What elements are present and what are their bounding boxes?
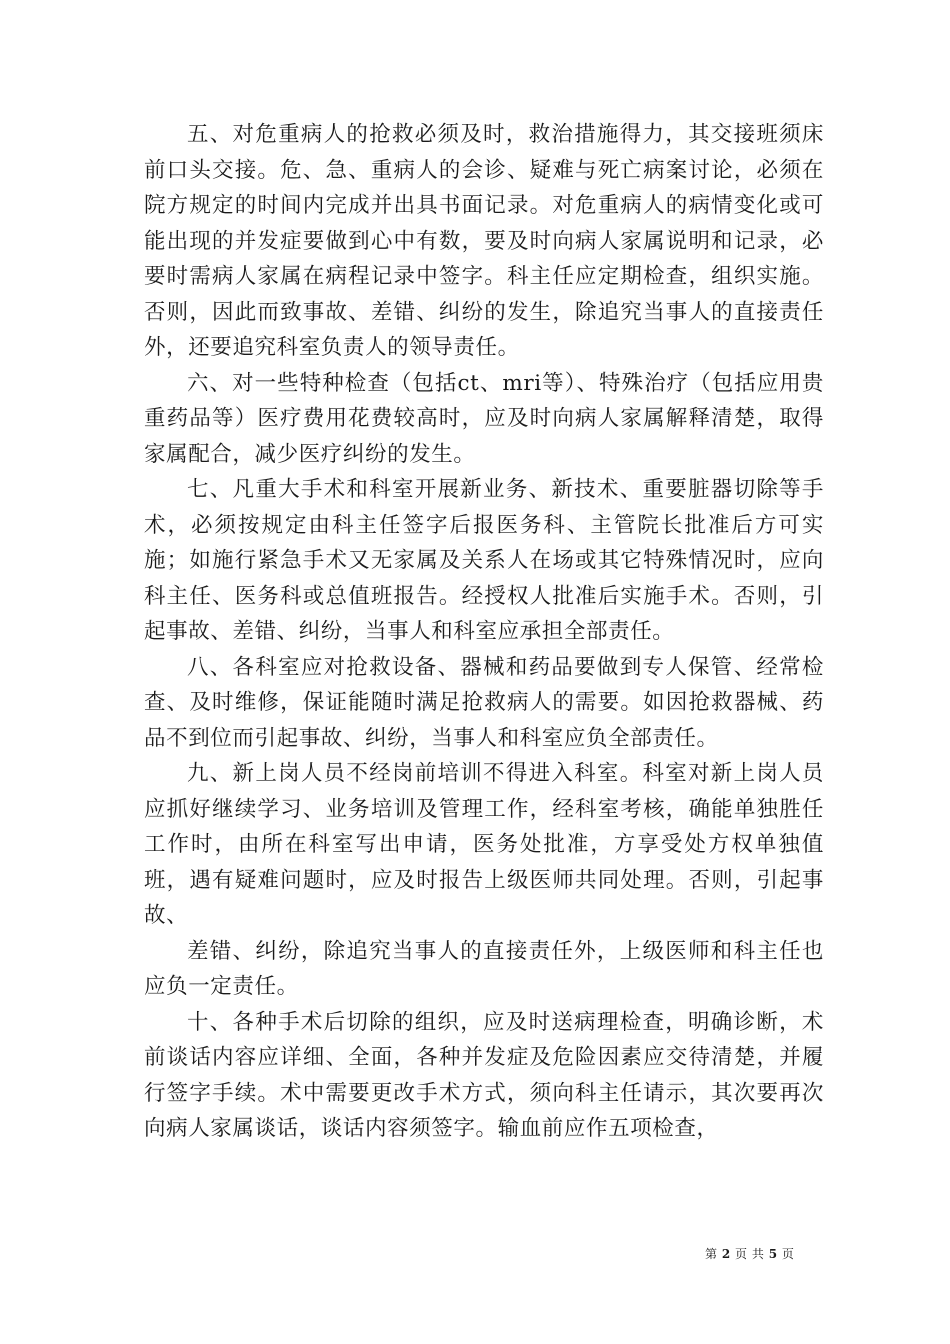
footer-suffix: 页 [781,1247,795,1261]
paragraph-9: 九、新上岗人员不经岗前培训不得进入科室。科室对新上岗人员应抓好继续学习、业务培训及管理工作，经科室考核，确能单独胜任工作时，由所在科室写出申请，医务处批准，方享受处方权单独值班，遇有疑难问题时，应及时报告上级医师共同处理。否则，引起事故、 [144,761,824,928]
footer-total-pages: 5 [768,1247,778,1261]
footer-prefix: 第 [705,1247,718,1261]
footer-middle: 页 共 [735,1247,765,1261]
paragraph-5: 五、对危重病人的抢救必须及时，救治措施得力，其交接班须床前口头交接。危、急、重病人的会诊、疑难与死亡病案讨论，必须在院方规定的时间内完成并出具书面记录。对危重病人的病情变化或可能出现的并发症要做到心中有数，要及时向病人家属说明和记录，必要时需病人家属在病程记录中签字。科主任应定期检查，组织实施。否则，因此而致事故、差错、纠纷的发生，除追究当事人的直接责任外，还要追究科室负责人的领导责任。 [144,122,824,360]
footer-current-page: 2 [721,1247,731,1261]
paragraph-8: 八、各科室应对抢救设备、器械和药品要做到专人保管、经常检查、及时维修，保证能随时满足抢救病人的需要。如因抢救器械、药品不到位而引起事故、纠纷，当事人和科室应负全部责任。 [144,654,824,751]
body-text [144,117,824,1147]
paragraph-9-continued: 差错、纠纷，除追究当事人的直接责任外，上级医师和科主任也应负一定责任。 [144,938,824,999]
paragraph-10: 十、各种手术后切除的组织，应及时送病理检查，明确诊断，术前谈话内容应详细、全面，各种并发症及危险因素应交待清楚，并履行签字手续。术中需要更改手术方式，须向科主任请示，其次要再次向病人家属谈话，谈话内容须签字。输血前应作五项检查， [144,1009,824,1141]
paragraph-7: 七、凡重大手术和科室开展新业务、新技术、重要脏器切除等手术，必须按规定由科主任签字后报医务科、主管院长批准后方可实施；如施行紧急手术又无家属及关系人在场或其它特殊情况时，应向科主任、医务科或总值班报告。经授权人批准后实施手术。否则，引起事故、差错、纠纷，当事人和科室应承担全部责任。 [144,477,824,644]
paragraph-6: 六、对一些特种检查（包括ct、mri等）、特殊治疗（包括应用贵重药品等）医疗费用花费较高时，应及时向病人家属解释清楚，取得家属配合，减少医疗纠纷的发生。 [144,370,824,467]
page-footer [705,1245,794,1262]
